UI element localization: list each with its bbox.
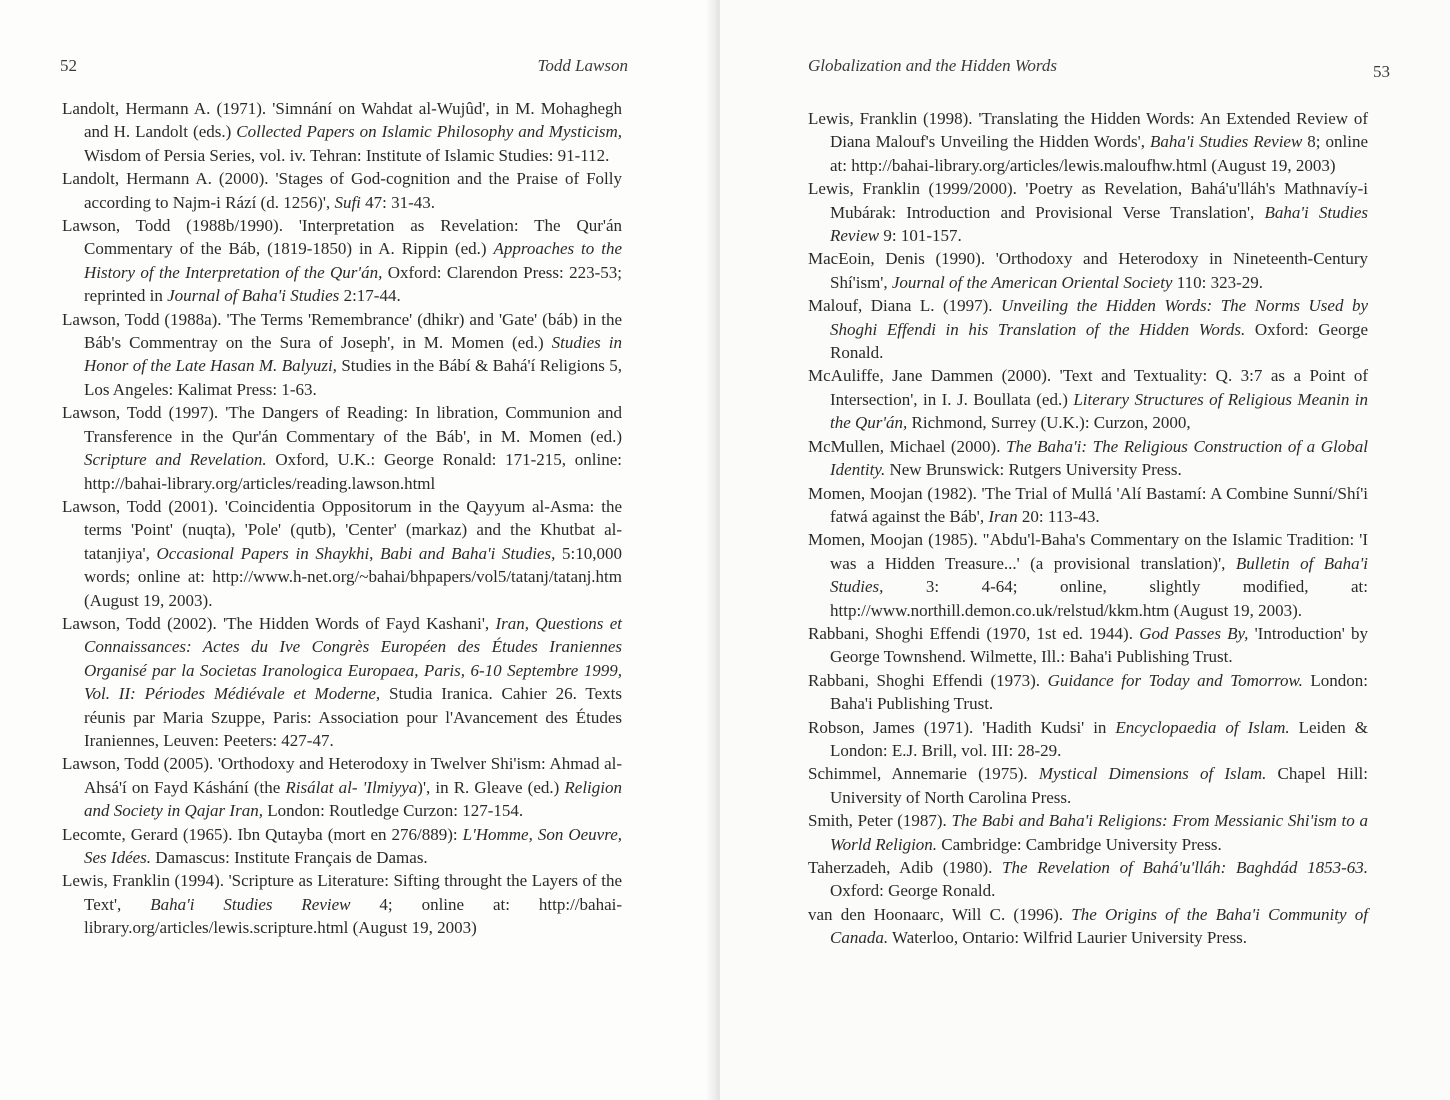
reference-entry: McMullen, Michael (2000). The Baha'i: The Religious Construction of a Global Identity. New Brunswick: Rutgers University Press. (808, 436, 1368, 480)
reference-entry: Taherzadeh, Adib (1980). The Revelation of Bahá'u'lláh: Baghdád 1853-63. Oxford: George Ronald. (808, 858, 1368, 901)
reference-entry: Lawson, Todd (1988b/1990). 'Interpretation as Revelation: The Qur'án Commentary of the Báb, (1819-1850) in A. Rippin (ed.) Approaches to the History of the Interpretation of the Qur'án, Oxford: Clarendon Press: 223-53; reprinted in Journal of Baha'i Studies 2:17-44. (62, 216, 623, 306)
reference-entry: Lewis, Franklin (1994). 'Scripture as Literature: Sifting throught the Layers of the Text', Baha'i Studies Review 4; online at: http://bahai-library.org/articles/lewis.scripture.html (August 19, 2003) (62, 871, 622, 938)
reference-entry: McAuliffe, Jane Dammen (2000). 'Text and Textuality: Q. 3:7 as a Point of Intersection', in I. J. Boullata (ed.) Literary Structures of Religious Meanin in the Qur'án, Richmond, Surrey (U.K.): Curzon, 2000, (808, 366, 1368, 433)
reference-entry: MacEoin, Denis (1990). 'Orthodoxy and Heterodoxy in Nineteenth-Century Shí'ism', Journal of the American Oriental Society 110: 323-29. (808, 249, 1368, 292)
reference-entry: Lewis, Franklin (1999/2000). 'Poetry as Revelation, Bahá'u'lláh's Mathnavíy-i Mubárak: Introduction and Provisional Verse Translation', Baha'i Studies Review 9: 101-157. (808, 179, 1368, 246)
reference-entry: Lecomte, Gerard (1965). Ibn Qutayba (mort en 276/889): L'Homme, Son Oeuvre, Ses Idées. Damascus: Institute Français de Damas. (62, 824, 622, 867)
reference-entry: Lawson, Todd (1997). 'The Dangers of Reading: In libration, Communion and Transference in the Qur'án Commentary of the Báb', in M. Momen (ed.) Scripture and Revelation. Oxford, U.K.: George Ronald: 171-215, online: http://bahai-library.org/articles/reading.lawson.html (62, 403, 622, 493)
reference-entry: Momen, Moojan (1985). "Abdu'l-Baha's Commentary on the Islamic Tradition: 'I was a Hidden Treasure...' (a provisional translation)', Bulletin of Baha'i Studies, 3: 4-64; online, slightly modified, at: http://www.northill.demon.co.uk/relstud/kkm.htm (August 19, 2003). (808, 530, 1368, 620)
page-number: 52 (60, 56, 77, 75)
reference-entry: Smith, Peter (1987). The Babi and Baha'i Religions: From Messianic Shi'ism to a World Religion. Cambridge: Cambridge University Press. (808, 811, 1368, 854)
reference-entry: Lawson, Todd (1988a). 'The Terms 'Remembrance' (dhikr) and 'Gate' (báb) in the Báb's Commentray on the Sura of Joseph', in M. Momen (ed.) Studies in Honor of the Late Hasan M. Balyuzi, Studies in the Bábí & Bahá'í Religions 5, Los Angeles: Kalimat Press: 1-63. (62, 309, 622, 399)
reference-list (808, 107, 1368, 950)
reference-entry: Malouf, Diana L. (1997). Unveiling the Hidden Words: The Norms Used by Shoghi Effendi in his Translation of the Hidden Words. Oxford: George Ronald. (808, 296, 1369, 363)
right-page (720, 0, 1450, 1100)
reference-entry: Momen, Moojan (1982). 'The Trial of Mullá 'Alí Bastamí: A Combine Sunní/Shí'i fatwá against the Báb', Iran 20: 113-43. (808, 483, 1368, 526)
reference-entry: Lawson, Todd (2001). 'Coincidentia Oppositorum in the Qayyum al-Asma: the terms 'Point' (nuqta), 'Pole' (qutb), 'Center' (markaz) and the Khutbat al-tatanjiya', Occasional Papers in Shaykhi, Babi and Baha'i Studies, 5:10,000 words; online at: http://www.h-net.org/~bahai/bhpapers/vol5/tatanj/tatanj.htm (August 19, 2003). (62, 496, 623, 610)
page-number: 53 (1373, 62, 1390, 81)
left-page (0, 0, 720, 1100)
reference-entry: Schimmel, Annemarie (1975). Mystical Dimensions of Islam. Chapel Hill: University of North Carolina Press. (808, 764, 1368, 807)
reference-entry: Lawson, Todd (2002). 'The Hidden Words of Fayd Kashani', Iran, Questions et Connaissances: Actes du Ive Congrès Européen des Études Iraniennes Organisé par la Societas Iranologica Europaea, Paris, 6-10 Septembre 1999, Vol. II: Périodes Médiévale et Moderne, Studia Iranica. Cahier 26. Texts réunis par Maria Szuppe, Paris: Association pour l'Avancement des Études Iraniennes, Leuven: Peeters: 427-47. (62, 613, 622, 750)
reference-entry: Rabbani, Shoghi Effendi (1970, 1st ed. 1944). God Passes By, 'Introduction' by George Townshend. Wilmette, Ill.: Baha'i Publishing Trust. (808, 623, 1368, 667)
reference-entry: Landolt, Hermann A. (1971). 'Simnání on Wahdat al-Wujûd', in M. Mohaghegh and H. Landolt (eds.) Collected Papers on Islamic Philosophy and Mysticism, Wisdom of Persia Series, vol. iv. Tehran: Institute of Islamic Studies: 91-112. (62, 99, 622, 165)
reference-entry: Lewis, Franklin (1998). 'Translating the Hidden Words: An Extended Review of Diana Malouf's Unveiling the Hidden Words', Baha'i Studies Review 8; online at: http://bahai-library.org/articles/lewis.maloufhw.html (August 19, 2003) (808, 109, 1368, 175)
reference-entry: van den Hoonaarc, Will C. (1996). The Origins of the Baha'i Community of Canada. Waterloo, Ontario: Wilfrid Laurier University Press. (808, 904, 1368, 948)
reference-list (62, 97, 622, 940)
running-head: Todd Lawson (537, 56, 628, 75)
reference-entry: Lawson, Todd (2005). 'Orthodoxy and Heterodoxy in Twelver Shi'ism: Ahmad al-Ahsá'í on Fayd Káshání (the Risálat al- 'Ilmiyya)', in R. Gleave (ed.) Religion and Society in Qajar Iran, London: Routledge Curzon: 127-154. (62, 754, 622, 821)
reference-entry: Robson, James (1971). 'Hadith Kudsi' in Encyclopaedia of Islam. Leiden & London: E.J. Brill, vol. III: 28-29. (808, 717, 1368, 760)
running-head: Globalization and the Hidden Words (808, 56, 1058, 75)
reference-entry: Rabbani, Shoghi Effendi (1973). Guidance for Today and Tomorrow. London: Baha'i Publishing Trust. (808, 670, 1369, 714)
reference-entry: Landolt, Hermann A. (2000). 'Stages of God-cognition and the Praise of Folly according to Najm-i Rází (d. 1256)', Sufi 47: 31-43. (62, 169, 622, 212)
